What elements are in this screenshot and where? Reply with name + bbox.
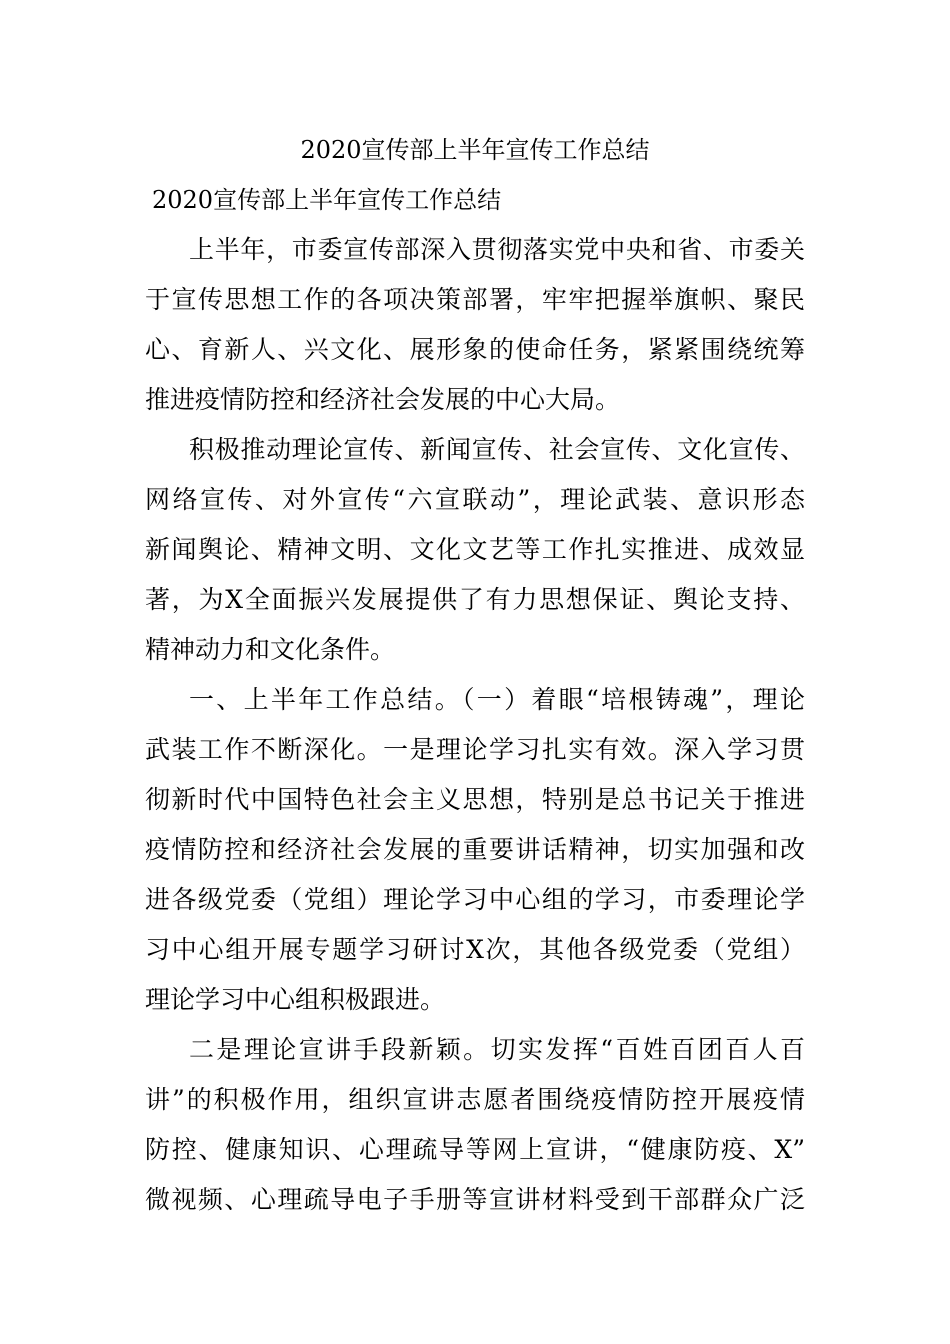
paragraph-3 bbox=[145, 675, 805, 1025]
paragraph-3-line-4: 疫情防控和经济社会发展的重要讲话精神，切实加强和改 bbox=[145, 835, 805, 864]
paragraph-4-line-1: 二是理论宣讲手段新颖。切实发挥“百姓百团百人百 bbox=[189, 1035, 805, 1064]
paragraph-4 bbox=[145, 1025, 805, 1225]
paragraph-3-line-6: 习中心组开展专题学习研讨X次，其他各级党委（党组） bbox=[145, 935, 805, 964]
paragraph-4-line-4: 微视频、心理疏导电子手册等宣讲材料受到干部群众广泛 bbox=[145, 1185, 805, 1214]
document-subtitle: 2020宣传部上半年宣传工作总结 bbox=[152, 186, 502, 214]
paragraph-2-line-5: 精神动力和文化条件。 bbox=[145, 635, 396, 664]
paragraph-3-line-2: 武装工作不断深化。一是理论学习扎实有效。深入学习贯 bbox=[145, 735, 805, 764]
paragraph-3-line-7: 理论学习中心组积极跟进。 bbox=[145, 985, 446, 1014]
paragraph-1-line-2: 于宣传思想工作的各项决策部署，牢牢把握举旗帜、聚民 bbox=[145, 285, 805, 314]
paragraph-1-line-1: 上半年，市委宣传部深入贯彻落实党中央和省、市委关 bbox=[189, 235, 805, 264]
document-title: 2020宣传部上半年宣传工作总结 bbox=[300, 136, 650, 164]
paragraph-3-line-1: 一、上半年工作总结。（一）着眼“培根铸魂”，理论 bbox=[189, 685, 805, 714]
paragraph-3-line-3: 彻新时代中国特色社会主义思想，特别是总书记关于推进 bbox=[145, 785, 805, 814]
document-body bbox=[145, 125, 805, 1225]
paragraph-4-line-2: 讲”的积极作用，组织宣讲志愿者围绕疫情防控开展疫情 bbox=[145, 1085, 805, 1114]
paragraph-2-line-1: 积极推动理论宣传、新闻宣传、社会宣传、文化宣传、 bbox=[189, 435, 805, 464]
paragraph-1-line-3: 心、育新人、兴文化、展形象的使命任务，紧紧围绕统筹 bbox=[145, 335, 805, 364]
paragraph-2 bbox=[145, 425, 805, 675]
paragraph-1 bbox=[145, 225, 805, 425]
paragraph-2-line-3: 新闻舆论、精神文明、文化文艺等工作扎实推进、成效显 bbox=[145, 535, 805, 564]
paragraph-1-line-4: 推进疫情防控和经济社会发展的中心大局。 bbox=[145, 385, 621, 414]
paragraph-4-line-3: 防控、健康知识、心理疏导等网上宣讲，“健康防疫、X” bbox=[145, 1135, 805, 1164]
paragraph-3-line-5: 进各级党委（党组）理论学习中心组的学习，市委理论学 bbox=[145, 885, 805, 914]
paragraph-2-line-4: 著，为X全面振兴发展提供了有力思想保证、舆论支持、 bbox=[145, 585, 805, 614]
paragraph-2-line-2: 网络宣传、对外宣传“六宣联动”，理论武装、意识形态 bbox=[145, 485, 805, 514]
